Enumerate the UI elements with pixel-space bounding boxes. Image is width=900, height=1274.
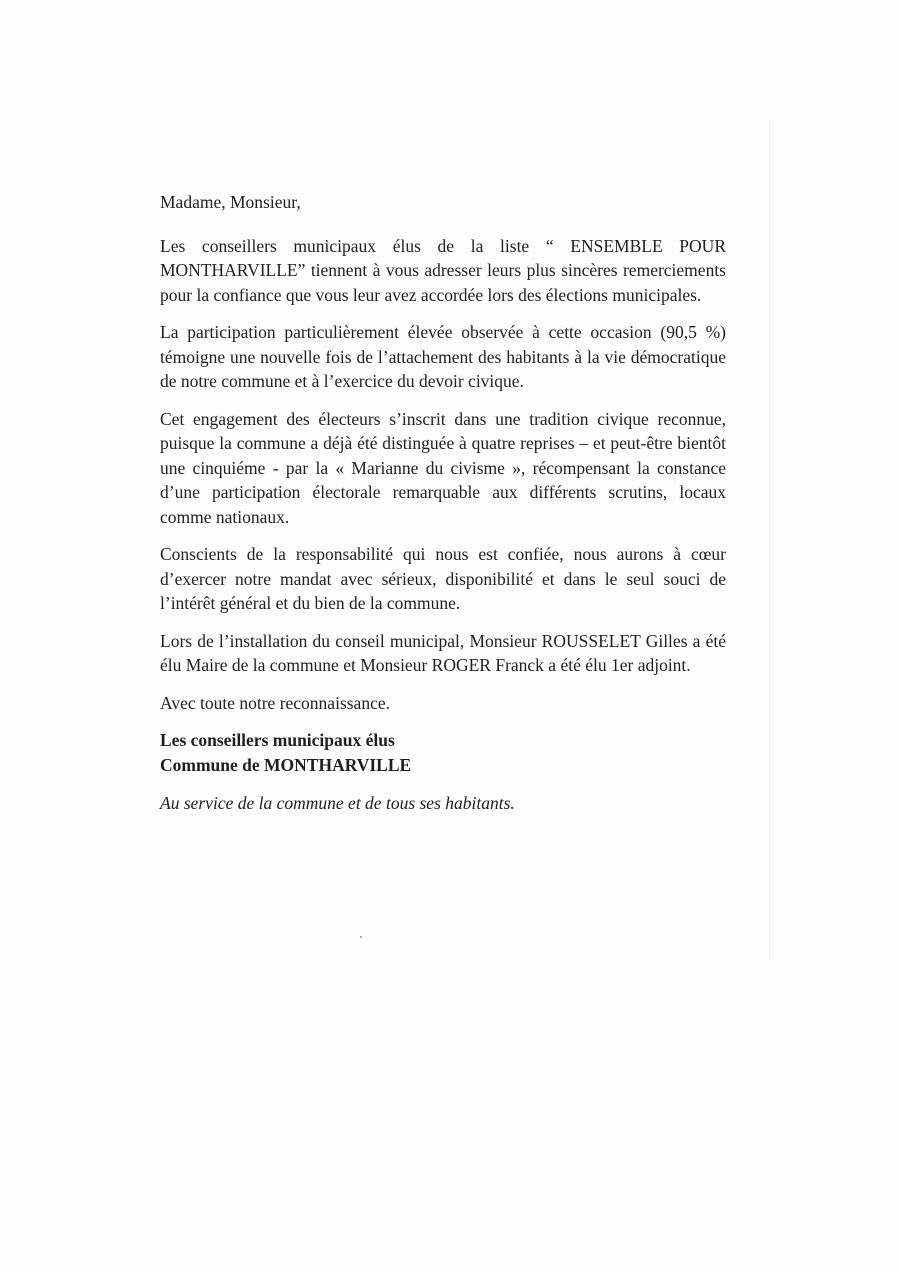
paragraph-thanks: Les conseillers municipaux élus de la liste “ ENSEMBLE POUR MONTHARVILLE” tiennent à vous adresser leurs plus sincères remerciements pour la confiance que vous leur avez accordée lors des élections municipales.: [160, 235, 726, 305]
scan-speck: [360, 936, 362, 938]
signature-line-councillors: Les conseillers municipaux élus: [160, 730, 395, 750]
paragraph-responsibility: Conscients de la responsabilité qui nous est confiée, nous aurons à cœur d’exercer notre mandat avec sérieux, disponibilité et dans le seul souci de l’intérêt général et du bien de la commune.: [160, 544, 726, 613]
closing-line: Avec toute notre reconnaissance.: [160, 692, 390, 713]
paragraph-civic-tradition: Cet engagement des électeurs s’inscrit dans une tradition civique reconnue, puisque la commune a déjà été distinguée à quatre reprises – et peut-être bientôt une cinquiéme - par la « Marianne du civisme », récompensant la constance d’une participation électorale remarquable aux différents scrutins, locaux comme nationaux.: [160, 408, 726, 527]
signature-block: [160, 728, 726, 777]
paragraph-installation: Lors de l’installation du conseil municipal, Monsieur ROUSSELET Gilles a été élu Maire de la commune et Monsieur ROGER Franck a été élu 1er adjoint.: [160, 630, 726, 675]
paragraph-participation: La participation particulièrement élevée observée à cette occasion (90,5 %) témoigne une nouvelle fois de l’attachement des habitants à la vie démocratique de notre commune et à l’exercice du devoir civique.: [160, 322, 726, 391]
salutation: Madame, Monsieur,: [160, 192, 301, 212]
letter-body: [160, 190, 726, 829]
motto: Au service de la commune et de tous ses habitants.: [160, 793, 515, 813]
scan-edge-line: [769, 120, 770, 960]
signature-line-commune: Commune de MONTHARVILLE: [160, 754, 412, 775]
